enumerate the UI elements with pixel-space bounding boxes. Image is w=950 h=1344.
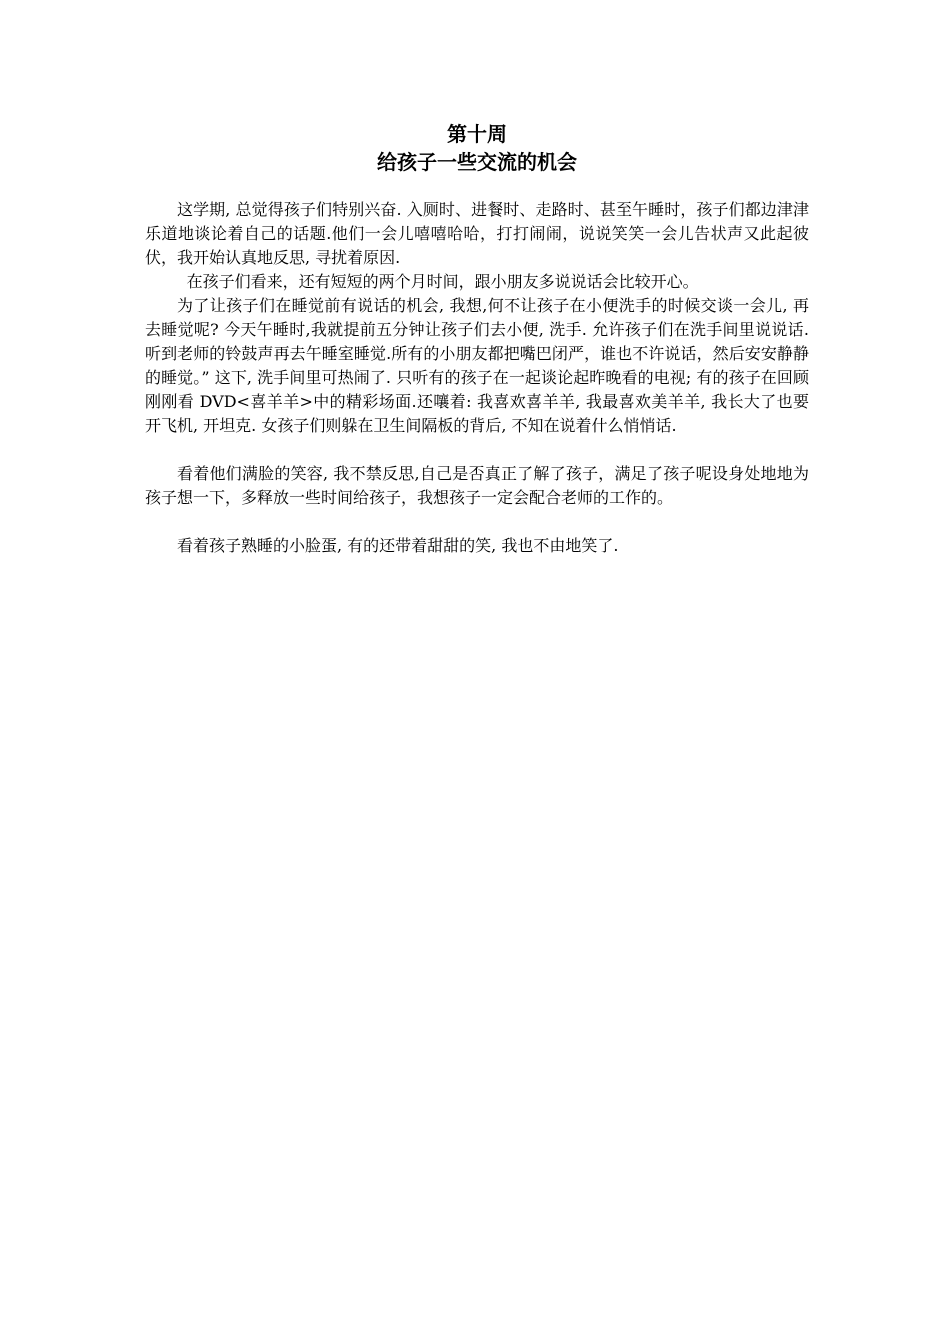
paragraph-spacer: [145, 438, 809, 462]
paragraph-5: 看着孩子熟睡的小脸蛋, 有的还带着甜甜的笑, 我也不由地笑了.: [177, 536, 619, 555]
paragraph-1: 这学期, 总觉得孩子们特别兴奋. 入厕时、进餐时、走路时、甚至午睡时，孩子们都边津津乐道地谈论着自己的话题.他们一会儿嘻嘻哈哈，打打闹闹，说说笑笑一会儿告状声又此起彼伏，我开始认真地反思, 寻扰着原因.: [145, 200, 809, 267]
paragraph-2: 在孩子们看来，还有短短的两个月时间，跟小朋友多说说话会比较开心。: [186, 272, 699, 291]
paragraph-3: 为了让孩子们在睡觉前有说话的机会, 我想,何不让孩子在小便洗手的时候交谈一会儿, 再去睡觉呢? 今天午睡时,我就提前五分钟让孩子们去小便, 洗手. 允许孩子们在洗手间里说说话. 听到老师的铃鼓声再去午睡室睡觉.所有的小朋友都把嘴巴闭严，谁也不许说话，然后安安静静的睡觉。” 这下, 洗手间里可热闹了. 只听有的孩子在一起谈论起昨晚看的电视; 有的孩子在回顾刚刚看 DVD<喜羊羊>中的精彩场面.还嚷着: 我喜欢喜羊羊, 我最喜欢美羊羊, 我长大了也要开飞机, 开坦克. 女孩子们则躲在卫生间隔板的背后, 不知在说着什么悄悄话.: [145, 296, 809, 435]
document-title: 第十周: [447, 122, 507, 146]
title-block: [145, 120, 809, 176]
document-subtitle: 给孩子一些交流的机会: [377, 150, 577, 174]
paragraph-spacer: [145, 510, 809, 534]
paragraph-4: 看着他们满脸的笑容, 我不禁反思,自己是否真正了解了孩子，满足了孩子呢设身处地地为孩子想一下，多释放一些时间给孩子，我想孩子一定会配合老师的工作的。: [145, 464, 809, 507]
document-page: [145, 120, 809, 558]
